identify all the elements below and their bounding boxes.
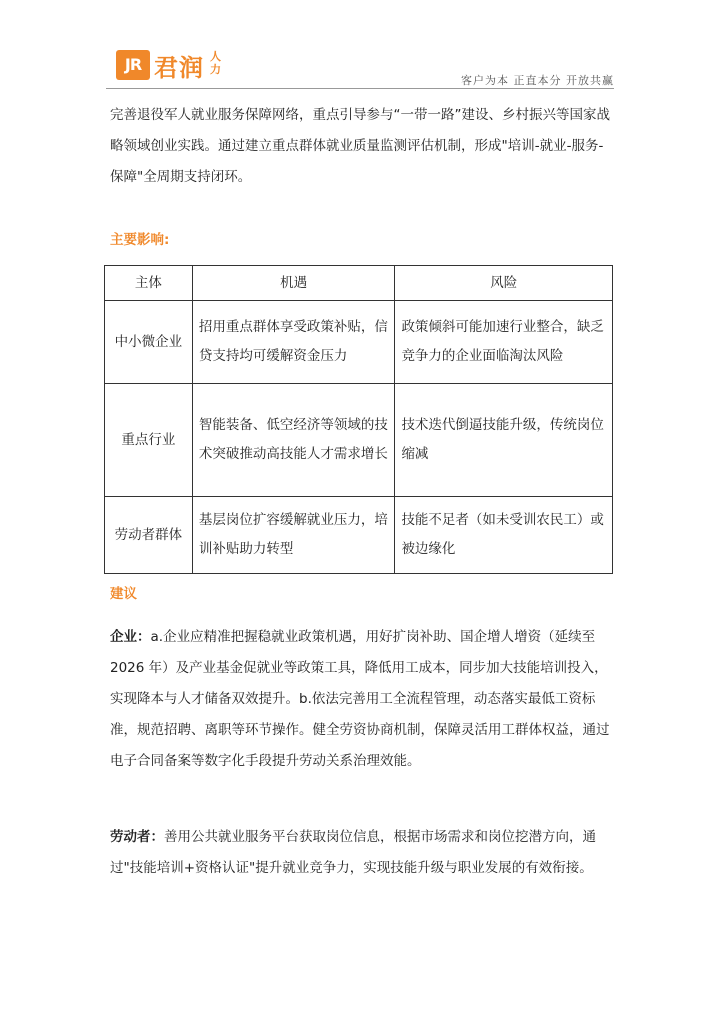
page-header [106, 44, 614, 90]
enterprise-text: a.企业应精准把握稳就业政策机遇，用好扩岗补助、国企增人增资（延续至 2026 年）及产业基金促就业等政策工具，降低用工成本，同步加大技能培训投入，实现降本与人才储备双效提升。b.依法完善用工全流程管理，动态落实最低工资标准，规范招聘、离职等环节操作。健全劳资协商机制，保障灵活用工群体权益，通过电子合同备案等数字化手段提升劳动关系治理效能。 [110, 629, 610, 769]
opportunity-cell: 招用重点群体享受政策补贴，信贷支持均可缓解资金压力 [192, 301, 395, 384]
logo-subtext: 人力 [210, 50, 221, 76]
table-row [105, 384, 613, 497]
header-divider [106, 88, 614, 89]
subject-cell: 重点行业 [105, 384, 193, 497]
table-header-cell: 机遇 [192, 266, 395, 301]
subject-cell: 中小微企业 [105, 301, 193, 384]
worker-advice [110, 822, 615, 884]
advice-heading: 建议 [110, 586, 137, 602]
intro-paragraph: 完善退役军人就业服务保障网络，重点引导参与“一带一路”建设、乡村振兴等国家战略领域创业实践。通过建立重点群体就业质量监测评估机制，形成"培训-就业-服务-保障"全周期支持闭环。 [110, 107, 610, 185]
risk-cell: 技能不足者（如未受训农民工）或被边缘化 [395, 497, 613, 574]
slogan: 客户为本 正直本分 开放共赢 [461, 74, 614, 87]
logo-mark: JR [116, 50, 150, 80]
table-row [105, 301, 613, 384]
logo-text: 君润 [154, 54, 204, 82]
enterprise-label: 企业： [110, 629, 151, 645]
table-header-cell: 主体 [105, 266, 193, 301]
worker-text: 善用公共就业服务平台获取岗位信息，根据市场需求和岗位挖潜方向，通过"技能培训+资格认证"提升就业竞争力，实现技能升级与职业发展的有效衔接。 [110, 829, 596, 876]
impact-heading: 主要影响: [110, 232, 170, 248]
table-header-cell: 风险 [395, 266, 613, 301]
table-row [105, 497, 613, 574]
subject-cell: 劳动者群体 [105, 497, 193, 574]
risk-cell: 技术迭代倒逼技能升级，传统岗位缩减 [395, 384, 613, 497]
opportunity-cell: 智能装备、低空经济等领域的技术突破推动高技能人才需求增长 [192, 384, 395, 497]
table-header-row [105, 266, 613, 301]
risk-cell: 政策倾斜可能加速行业整合，缺乏竞争力的企业面临淘汰风险 [395, 301, 613, 384]
worker-label: 劳动者： [110, 829, 164, 845]
opportunity-cell: 基层岗位扩容缓解就业压力，培训补贴助力转型 [192, 497, 395, 574]
enterprise-advice [110, 622, 615, 777]
impact-table [104, 265, 613, 574]
